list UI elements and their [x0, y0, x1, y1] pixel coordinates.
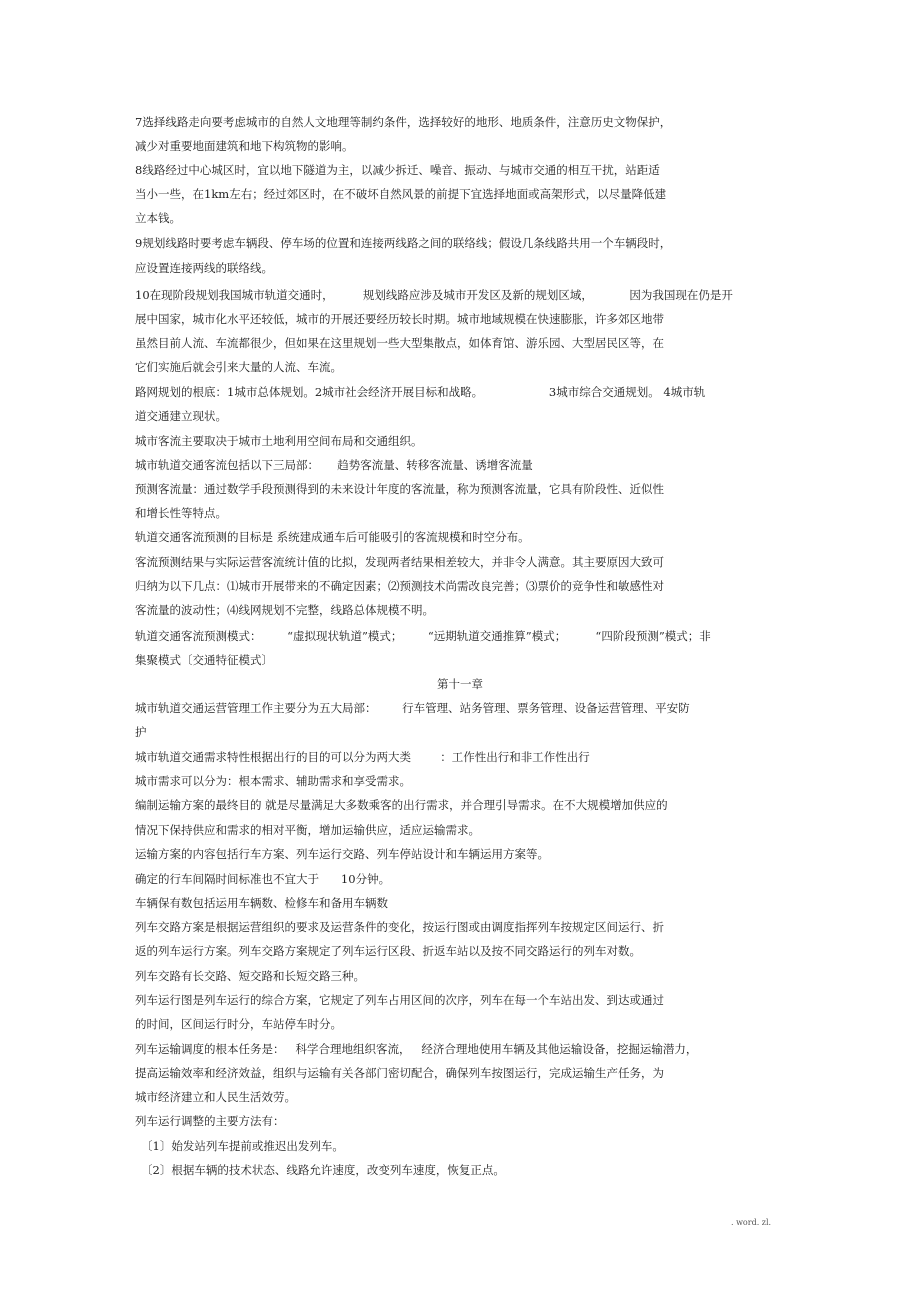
chapter-heading: 第十一章 [437, 677, 483, 691]
text-line: 8线路经过中心城区时，宜以地下隧道为主，以减少拆迁、噪音、振动、与城市交通的相互干扰，站距适 [135, 163, 660, 177]
text-line: 客流量的波动性；⑷线网规划不完整，线路总体规模不明。 [135, 603, 434, 617]
text-line: 返的列车运行方案。列车交路方案规定了列车运行区段、折返车站以及按不同交路运行的列车对数。 [135, 944, 641, 958]
text-line: 虽然目前人流、车流都很少，但如果在这里规划一些大型集散点，如体育馆、游乐园、大型居民区等，在 [135, 336, 664, 350]
text-line: 预测客流量：通过数学手段预测得到的未来设计年度的客流量，称为预测客流量，它具有阶段性、近似性 [135, 482, 664, 496]
text-line: 9规划线路时要考虑车辆段、停车场的位置和连接两线路之间的联络线；假设几条线路共用一个车辆段时， [135, 236, 672, 250]
text-line: 立本钱。 [135, 211, 181, 225]
text-line: 的时间，区间运行时分，车站停车时分。 [135, 1017, 342, 1031]
text-line: 确定的行车间隔时间标准也不宜大于 10分钟。 [135, 872, 391, 886]
text-line: 城市轨道交通客流包括以下三局部： 趋势客流量、转移客流量、诱增客流量 [135, 458, 533, 472]
list-item: 〔1〕始发站列车提前或推迟出发列车。 [141, 1139, 344, 1153]
text-line: 应设置连接两线的联络线。 [135, 261, 273, 275]
text-line: 列车交路有长交路、短交路和长短交路三种。 [135, 969, 365, 983]
text-line: 7选择线路走向要考虑城市的自然人文地理等制约条件，选择较好的地形、地质条件，注意历史文物保护， [135, 115, 672, 129]
text-line: 轨道交通客流预测的目标是 系统建成通车后可能吸引的客流规模和时空分布。 [135, 530, 530, 544]
text-line: 车辆保有数包括运用车辆数、检修车和备用车辆数 [135, 896, 388, 910]
text-line: 和增长性等特点。 [135, 506, 227, 520]
text-line: 城市客流主要取决于城市土地利用空间布局和交通组织。 [135, 434, 423, 448]
text-line: 编制运输方案的最终目的 就是尽量满足大多数乘客的出行需求，并合理引导需求。在不大规模增加供应的 [135, 798, 668, 812]
text-line: 城市经济建立和人民生活效劳。 [135, 1090, 296, 1104]
text-line: 运输方案的内容包括行车方案、列车运行交路、列车停站设计和车辆运用方案等。 [135, 847, 549, 861]
text-line: 当小一些，在1km左右；经过郊区时，在不破坏自然风景的前提下宜选择地面或高架形式，以尽量降低建 [135, 187, 667, 201]
text-line: 列车运行图是列车运行的综合方案，它规定了列车占用区间的次序，列车在每一个车站出发、到达或通过 [135, 993, 664, 1007]
text-line: 展中国家，城市化水平还较低，城市的开展还要经历较长时期。城市地域规模在快速膨胀，许多郊区地带 [135, 312, 664, 326]
text-line: 它们实施后就会引来大量的人流、车流。 [135, 360, 342, 374]
text-line: 城市轨道交通需求特性根据出行的目的可以分为两大类 ：工作性出行和非工作性出行 [135, 750, 590, 764]
text-line: 归纳为以下几点：⑴城市开展带来的不确定因素；⑵预测技术尚需改良完善；⑶票价的竞争性和敏感性对 [135, 579, 664, 593]
text-line: 10在现阶段规划我国城市轨道交通时， 规划线路应涉及城市开发区及新的规划区域， 因为我国现在仍是开 [135, 288, 733, 302]
text-line: 城市轨道交通运营管理工作主要分为五大局部： 行车管理、站务管理、票务管理、设备运营管理、平安防 [135, 701, 690, 715]
text-line: 列车运输调度的根本任务是： 科学合理地组织客流， 经济合理地使用车辆及其他运输设备，挖掘运输潜力， [135, 1042, 698, 1056]
text-line: 减少对重要地面建筑和地下构筑物的影响。 [135, 139, 354, 153]
text-line: 情况下保持供应和需求的相对平衡，增加运输供应，适应运输需求。 [135, 823, 480, 837]
text-line: 护 [135, 725, 147, 739]
text-line: 道交通建立现状。 [135, 409, 227, 423]
text-line: 路网规划的根底：1城市总体规划。2城市社会经济开展目标和战略。 3城市综合交通规划。 4城市轨 [135, 385, 706, 399]
text-line: 提高运输效率和经济效益，组织与运输有关各部门密切配合，确保列车按图运行，完成运输生产任务，为 [135, 1066, 664, 1080]
page-footer: . word. zl. [731, 1218, 772, 1227]
list-item: 〔2〕根据车辆的技术状态、线路允许速度，改变列车速度，恢复正点。 [141, 1163, 505, 1177]
text-line: 列车运行调整的主要方法有： [135, 1114, 285, 1128]
text-line: 列车交路方案是根据运营组织的要求及运营条件的变化，按运行图或由调度指挥列车按规定区间运行、折 [135, 920, 664, 934]
text-line: 城市需求可以分为：根本需求、辅助需求和享受需求。 [135, 774, 411, 788]
text-line: 集聚模式〔交通特征模式〕 [135, 653, 273, 667]
text-line: 客流预测结果与实际运营客流统计值的比拟，发现两者结果相差较大，并非令人满意。其主要原因大致可 [135, 555, 664, 569]
text-line: 轨道交通客流预测模式： “虚拟现状轨道”模式； “远期轨道交通推算”模式； “四阶段预测”模式；非 [135, 629, 711, 643]
